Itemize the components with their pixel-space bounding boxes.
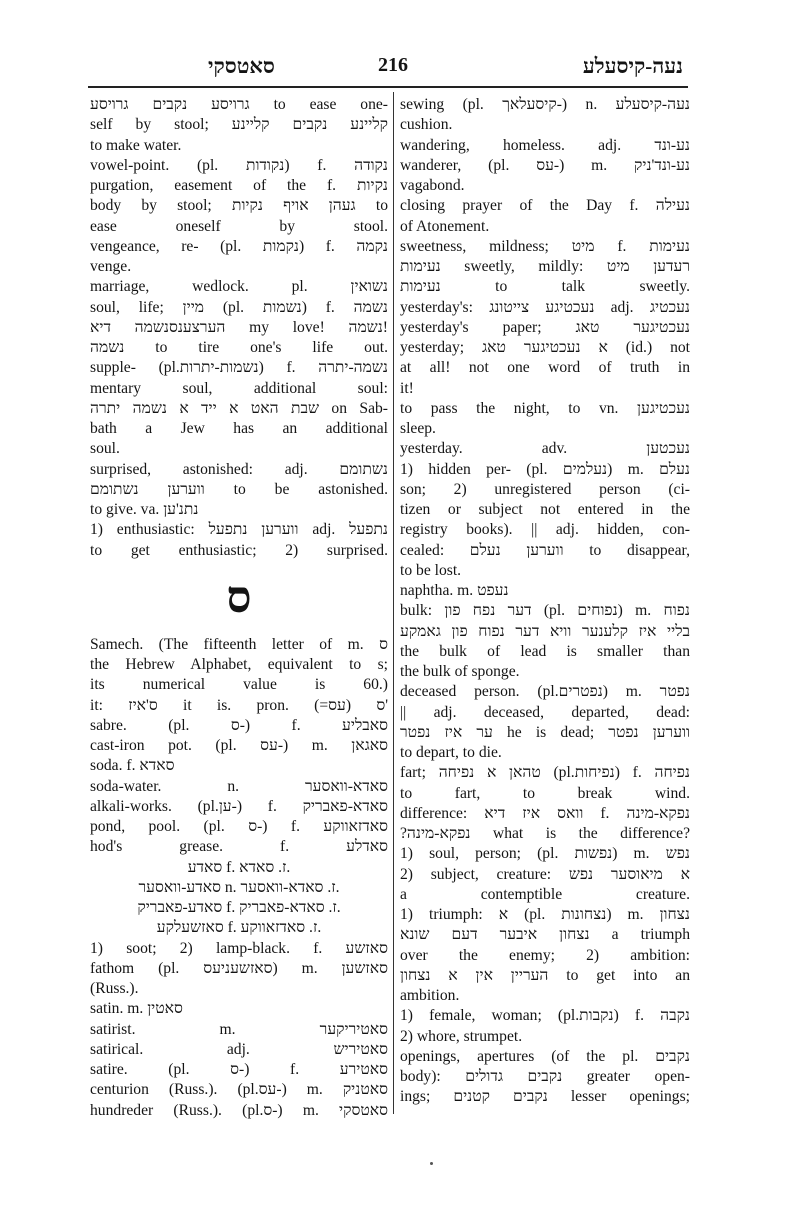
entry-line: vowel-point. (pl. נקודות) f. נקודה xyxy=(90,156,388,174)
left-column xyxy=(90,95,388,1121)
entry-line: ער איז נפטר he is dead; ווערען נפטר xyxy=(400,723,690,741)
entry-line: נצחון איבער דעם שונא a triumph xyxy=(400,926,690,944)
entry-line: sleep. xyxy=(400,420,436,437)
entry-line: ings; נקבים קטנים lesser openings; xyxy=(400,1088,690,1106)
entry-line: to pass the night, to vn. נעכטיגען xyxy=(400,399,690,417)
entry-line: wandering, homeless. adj. נע-ונד xyxy=(400,136,690,154)
entry-line: marriage, wedlock. pl. נשואין xyxy=(90,278,388,296)
entry-line: גרויסע נקבים גרויסע to ease one- xyxy=(90,96,388,113)
entry-line: to make water. xyxy=(90,136,182,154)
entry-line: pond, pool. (pl. ס-) f. סאדזאווקע xyxy=(90,818,388,835)
entry-line: 1) hidden per- (pl. נעלמים) m. נעלם xyxy=(400,460,690,478)
entry-line: sabre. (pl. ס-) f. סאבליע xyxy=(90,716,388,734)
entry-line: registry books). || adj. hidden, con- xyxy=(400,521,690,539)
entry-line: the bulk of sponge. xyxy=(400,663,520,680)
entry-line: its numerical value is 60.) xyxy=(90,676,388,694)
entry-line: to fart, to break wind. xyxy=(400,784,690,802)
entry-line: soda-water. n. סאדא-וואסער xyxy=(90,777,388,795)
header-rule xyxy=(88,86,688,88)
entry-line: wanderer, (pl. עס-) m. נע-ונד'ניק xyxy=(400,156,690,174)
entry-line: 2) whore, strumpet. xyxy=(400,1027,523,1045)
entry-line: to give. va. נתנ'ען xyxy=(90,501,199,518)
entry-line: closing prayer of the Day f. נעילה xyxy=(400,197,690,215)
entry-line: purgation, easement of the f. נקיות xyxy=(90,177,388,194)
entry-line: sweetness, mildness; מיט f. נעימות xyxy=(400,237,690,255)
entry-line: הערצענסנשמה דיא my love! נשמה! xyxy=(90,318,388,336)
entry-line: satin. m. סאטין xyxy=(90,1000,183,1018)
entry-line: openings, apertures (of the pl. נקבים xyxy=(400,1047,690,1065)
entry-line: of Atonement. xyxy=(400,217,490,235)
spacer xyxy=(90,627,388,635)
entry-line: ease oneself by stool. xyxy=(90,217,388,235)
entry-line: a contemptible creature. xyxy=(400,885,690,903)
entry-line: surprised, astonished: adj. נשתומם xyxy=(90,460,388,478)
entry-line: fart; טהאן א נפיחה (pl.נפיחות) f. נפיחה xyxy=(400,764,690,782)
entry-line: soda. f. סאדא xyxy=(90,757,175,775)
entry-line: vengeance, re- (pl. נקמות) f. נקמה xyxy=(90,237,388,255)
entry-line: 2) subject, creature: א מיאוסער נפש xyxy=(400,865,690,883)
entry-line: 1) female, woman; (pl.נקבות) f. נקבה xyxy=(400,1007,690,1025)
entry-line: סאדע f. ז. סאדא. xyxy=(187,858,291,876)
entry-line: העריין אין א נצחון to get into an xyxy=(400,966,690,984)
entry-line: yesterday; א נעכטיגער טאג (id.) not xyxy=(400,339,690,356)
spacer xyxy=(90,561,388,569)
entry-line: over the enemy; 2) ambition: xyxy=(400,946,690,964)
entry-line: (Russ.). xyxy=(90,980,139,997)
entry-line: 1) soot; 2) lamp-black. f. סאזשע xyxy=(90,939,388,957)
entry-line: venge. xyxy=(90,258,132,275)
entry-line: to depart, to die. xyxy=(400,744,502,761)
entry-line: sewing (pl. קיסעלאך-) n. נעה-קיסעלע xyxy=(400,96,690,113)
entry-line: self by stool; קליינע נקבים קליינע xyxy=(90,116,388,134)
entry-line: fathom (pl. סאזשעניעס) m. סאזשען xyxy=(90,959,388,977)
entry-line: body): נקבים גדולים greater open- xyxy=(400,1068,690,1085)
column-divider xyxy=(393,92,394,1114)
entry-line: cast-iron pot. (pl. עס-) m. סאגאן xyxy=(90,737,388,754)
entry-line: soul. xyxy=(90,440,120,458)
right-column xyxy=(400,95,690,1108)
entry-line: || adj. deceased, departed, dead: xyxy=(400,703,690,721)
entry-line: it: ס'איז it is. pron. (=עס) ס' xyxy=(90,696,388,714)
entry-line: bulk: דער נפח פון (pl. נפוחים) m. נפוח xyxy=(400,602,690,620)
entry-line: satire. (pl. ס-) f. סאטירע xyxy=(90,1061,388,1078)
entry-line: 1) triumph: א (pl. נצחונות) m. נצחון xyxy=(400,906,690,923)
entry-line: cealed: ווערען נעלם to disappear, xyxy=(400,541,690,559)
entry-line: ווערען נשתומם to be astonished. xyxy=(90,480,388,498)
entry-line: נשמה to tire one's life out. xyxy=(90,339,388,356)
entry-line: 1) soul, person; (pl. נפשות) m. נפש xyxy=(400,845,690,863)
entry-line: cushion. xyxy=(400,116,453,134)
entry-line: yesterday's paper; נעכטיגער טאג xyxy=(400,318,690,336)
entry-line: נעימות to talk sweetly. xyxy=(400,278,690,296)
entry-line: vagabond. xyxy=(400,177,465,194)
page-number: 216 xyxy=(378,54,408,76)
entry-line: שבת האט א ייד א נשמה יתרה on Sab- xyxy=(90,399,388,417)
page-header xyxy=(88,54,688,84)
entry-line: נעימות sweetly, mildly: רעדען מיט xyxy=(400,258,690,275)
entry-line: son; 2) unregistered person (ci- xyxy=(400,480,690,498)
entry-line: supple- (pl.נשמות-יתרות) f. נשמה-יתרה xyxy=(90,359,388,377)
print-mark xyxy=(430,1162,433,1165)
entry-line: yesterday's: נעכטיגע צייטונג adj. נעכטיג xyxy=(400,298,690,316)
entry-line: body by stool; געהן אויף נקיות to xyxy=(90,197,388,215)
entry-line: it! xyxy=(400,379,414,397)
entry-line: hod's grease. f. סאדלע xyxy=(90,838,388,856)
entry-line: difference: וואס איז דיא f. נפקא-מינה xyxy=(400,804,690,822)
entry-line: at all! not one word of truth in xyxy=(400,359,690,377)
entry-line: naphtha. m. נעפט xyxy=(400,582,509,599)
entry-line: סאזשעלקע f. ז. סאדזאווקע. xyxy=(156,919,322,937)
entry-line: ambition. xyxy=(400,987,460,1004)
entry-line: tizen or subject not entered in the xyxy=(400,501,690,518)
left-entries-before xyxy=(90,95,388,561)
entry-line: בליי איז קלענער וויא דער נפוח פון גאמקע xyxy=(400,622,690,640)
entry-line: the bulk of lead is smaller than xyxy=(400,642,690,660)
entry-line: deceased person. (pl.נפטרים) m. נפטר xyxy=(400,683,690,701)
header-guide-word-left: סאטסקי xyxy=(208,54,275,78)
entry-line: soul, life; מיין (pl. נשמות) f. נשמה xyxy=(90,298,388,316)
entry-line: ?נפקא-מינה what is the difference? xyxy=(400,825,690,842)
entry-line: centurion (Russ.). (pl.עס-) m. סאטניק xyxy=(90,1081,388,1099)
entry-line: satirical. adj. סאטיריש xyxy=(90,1040,388,1058)
entry-line: mentary soul, additional soul: xyxy=(90,379,388,397)
entry-line: Samech. (The fifteenth letter of m. ס xyxy=(90,635,388,653)
entry-line: bath a Jew has an additional xyxy=(90,420,388,437)
entry-line: סאדע-וואסער n. ז. סאדא-וואסער. xyxy=(138,878,340,896)
entry-line: alkali-works. (pl.ען-) f. סאדא-פאבריק xyxy=(90,797,388,815)
entry-line: hundreder (Russ.). (pl.ס-) m. סאטסקי xyxy=(90,1101,388,1119)
entry-line: yesterday. adv. נעכטען xyxy=(400,440,690,458)
entry-line: 1) enthusiastic: ווערען נתפעל adj. נתפעל xyxy=(90,521,388,539)
left-entries-after xyxy=(90,635,388,1121)
entry-line: to get enthusiastic; 2) surprised. xyxy=(90,541,388,559)
entry-line: the Hebrew Alphabet, equivalent to s; xyxy=(90,656,388,673)
entry-line: satirist. m. סאטיריקער xyxy=(90,1020,388,1038)
header-guide-word-right: נעה-קיסעלע xyxy=(582,54,683,78)
entry-line: to be lost. xyxy=(400,561,462,579)
section-letter-samech: ס xyxy=(226,572,252,622)
entry-line: סאדע-פאבריק f. ז. סאדא-פאבריק. xyxy=(137,899,341,916)
